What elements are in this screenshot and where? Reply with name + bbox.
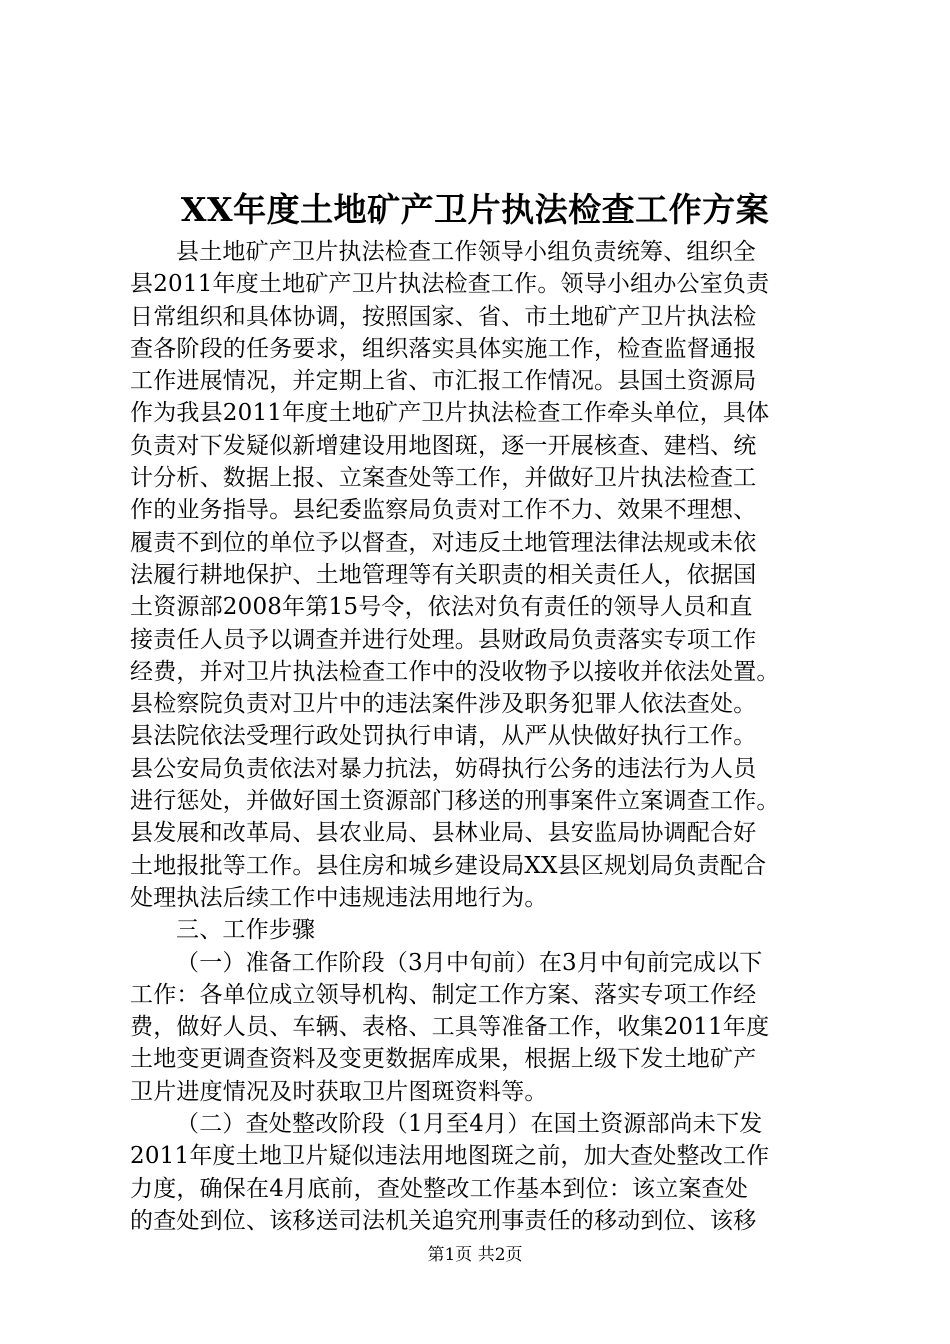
body-line: 日常组织和具体协调，按照国家、省、市土地矿产卫片执法检 — [130, 303, 757, 330]
body-line: 接责任人员予以调查并进行处理。县财政局负责落实专项工作 — [130, 626, 757, 653]
body-line: 负责对下发疑似新增建设用地图斑，逐一开展核查、建档、统 — [130, 432, 757, 459]
body-line: 查各阶段的任务要求，组织落实具体实施工作，检查监督通报 — [130, 335, 757, 362]
body-line: 县检察院负责对卫片中的违法案件涉及职务犯罪人依法查处。 — [130, 691, 757, 718]
body-line: 工作进展情况，并定期上省、市汇报工作情况。县国土资源局 — [130, 368, 757, 395]
body-line: （二）查处整改阶段（1月至4月）在国土资源部尚未下发 — [176, 1111, 763, 1138]
document-title: XX年度土地矿产卫片执法检查工作方案 — [180, 190, 770, 229]
body-line: 土地变更调查资料及变更数据库成果，根据上级下发土地矿产 — [130, 1046, 757, 1073]
body-line: 经费，并对卫片执法检查工作中的没收物予以接收并依法处置。 — [130, 658, 780, 685]
body-line: 力度，确保在4月底前，查处整改工作基本到位：该立案查处 — [130, 1175, 749, 1202]
body-line: 土资源部2008年第15号令，依法对负有责任的领导人员和直 — [130, 594, 753, 621]
body-line: 作为我县2011年度土地矿产卫片执法检查工作牵头单位，具体 — [130, 400, 770, 427]
body-line: 县2011年度土地矿产卫片执法检查工作。领导小组办公室负责 — [130, 271, 770, 298]
page-number: 第1页 共2页 — [427, 1245, 523, 1265]
document-body — [130, 236, 830, 1237]
body-line: 县法院依法受理行政处罚执行申请，从严从快做好执行工作。 — [130, 723, 757, 750]
body-line: 县公安局负责依法对暴力抗法，妨碍执行公务的违法行为人员 — [130, 755, 757, 782]
body-line: 卫片进度情况及时获取卫片图斑资料等。 — [130, 1078, 548, 1105]
section-heading: 三、工作步骤 — [176, 917, 316, 944]
body-line: 履责不到位的单位予以督查，对违反土地管理法律法规或未依 — [130, 529, 757, 556]
body-line: 计分析、数据上报、立案查处等工作，并做好卫片执法检查工 — [130, 465, 757, 492]
body-line: 费，做好人员、车辆、表格、工具等准备工作，收集2011年度 — [130, 1014, 770, 1041]
body-line: 土地报批等工作。县住房和城乡建设局XX县区规划局负责配合 — [130, 852, 767, 879]
body-line: 县发展和改革局、县农业局、县林业局、县安监局协调配合好 — [130, 820, 757, 847]
body-line: （一）准备工作阶段（3月中旬前）在3月中旬前完成以下 — [176, 949, 763, 976]
body-line: 的查处到位、该移送司法机关追究刑事责任的移动到位、该移 — [130, 1207, 757, 1234]
body-line: 作的业务指导。县纪委监察局负责对工作不力、效果不理想、 — [130, 497, 757, 524]
body-line: 县土地矿产卫片执法检查工作领导小组负责统筹、组织全 — [176, 239, 756, 265]
body-line: 2011年度土地卫片疑似违法用地图斑之前，加大查处整改工作 — [130, 1143, 770, 1170]
body-line: 处理执法后续工作中违规违法用地行为。 — [130, 884, 548, 911]
body-line: 法履行耕地保护、土地管理等有关职责的相关责任人，依据国 — [130, 561, 757, 588]
body-line: 工作：各单位成立领导机构、制定工作方案、落实专项工作经 — [130, 981, 757, 1008]
body-line: 进行惩处，并做好国土资源部门移送的刑事案件立案调查工作。 — [130, 788, 780, 815]
